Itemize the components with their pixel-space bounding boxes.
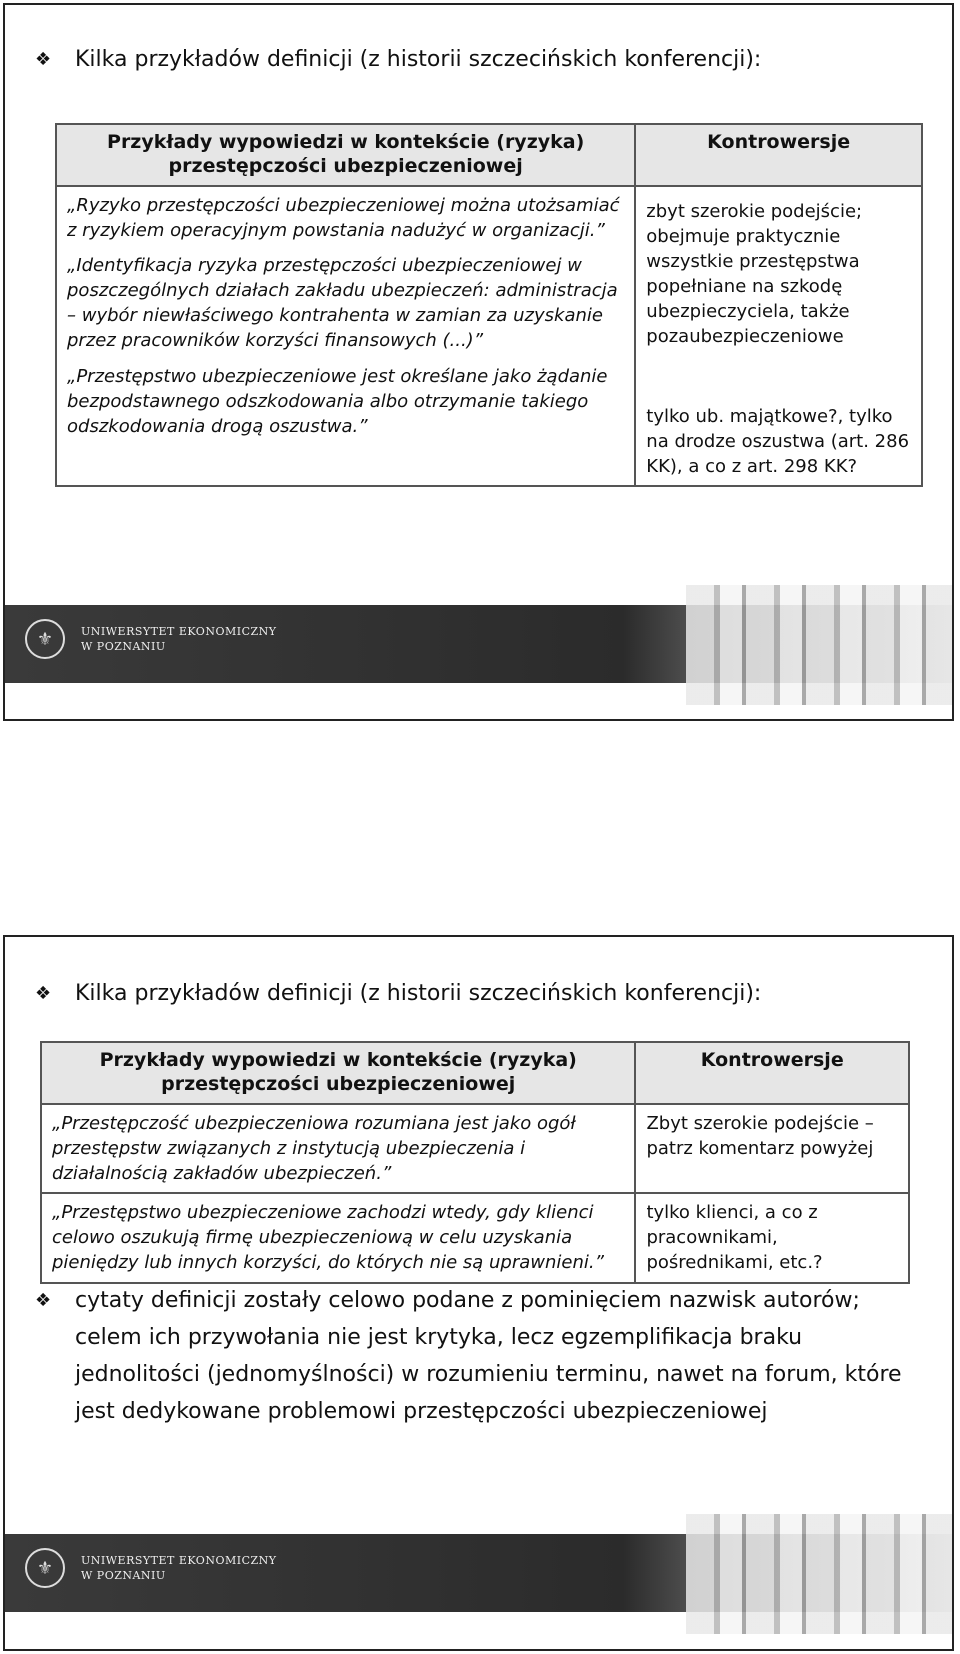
definitions-table-2 (40, 1041, 910, 1284)
university-name (81, 625, 277, 655)
building-photo (686, 1514, 954, 1634)
table-2-col1-header: Przykłady wypowiedzi w kontekście (ryzyka) przestępczości ubezpieczeniowej (41, 1042, 635, 1104)
table-2-col2-header: Kontrowersje (635, 1042, 909, 1104)
slide-2-heading-text: Kilka przykładów definicji (z historii szczecińskich konferencji): (75, 981, 762, 1006)
controversy-text: Zbyt szerokie podejście –patrz komentarz powyżej (635, 1104, 909, 1194)
note-paragraph (35, 1282, 915, 1430)
controversy-text: zbyt szerokie podejście; obejmuje praktycznie wszystkie przestępstwa popełniane na szkodę ubezpieczyciela, także pozaubezpieczeniowe (646, 200, 863, 348)
university-name-line1: UNIWERSYTET EKONOMICZNY (81, 625, 277, 638)
slide-2 (3, 935, 954, 1651)
university-name-line2: W POZNANIU (81, 639, 166, 653)
university-seal-icon: ⚜ (25, 619, 65, 659)
table-1-controversies-cell (635, 186, 922, 487)
diamond-bullet-icon: ❖ (35, 1290, 52, 1311)
university-name-line2: W POZNANIU (81, 1568, 166, 1582)
definition-quote: „Przestępstwo ubezpieczeniowe jest określane jako żądanie bezpodstawnego odszkodowania albo otrzymanie takiego odszkodowania drogą oszustwa.” (67, 365, 608, 437)
definitions-table-1 (55, 123, 923, 487)
diamond-bullet-icon: ❖ (35, 49, 52, 70)
diamond-bullet-icon: ❖ (35, 983, 52, 1004)
table-1-col2-header: Kontrowersje (635, 124, 922, 186)
slide-2-heading (35, 981, 761, 1006)
definition-quote: „Przestępczość ubezpieczeniowa rozumiana jest jako ogół przestępstw związanych z instytucją ubezpieczenia i działalnością zakładów ubezpieczeń.” (41, 1104, 635, 1194)
definition-quote: „Ryzyko przestępczości ubezpieczeniowej można utożsamiać z ryzykiem operacyjnym powstania nadużyć w organizacji.” (67, 194, 620, 241)
slide-1-heading (35, 47, 761, 72)
definition-quote: „Identyfikacja ryzyka przestępczości ubezpieczeniowej w poszczególnych działach zakładu ubezpieczeń: administracja – wybór niewłaściwego kontrahenta w zamian za uzyskanie przez pracowników korzyści finansowych (...)” (67, 254, 618, 352)
note-text: cytaty definicji zostały celowo podane z pominięciem nazwisk autorów; celem ich przywołania nie jest krytyka, lecz egzemplifikacja braku jednolitości (jednomyślności) w rozumieniu terminu, nawet na forum, które jest dedykowane problemowi przestępczości ubezpieczeniowej (75, 1288, 902, 1424)
slide-1-footer (5, 585, 954, 705)
table-row (41, 1193, 909, 1283)
table-row (41, 1104, 909, 1194)
definition-quote: „Przestępstwo ubezpieczeniowe zachodzi wtedy, gdy klienci celowo oszukują firmę ubezpieczeniową w celu uzyskania pieniędzy lub innych korzyści, do których nie są uprawnieni.” (41, 1193, 635, 1283)
slide-1 (3, 3, 954, 721)
controversy-text: tylko ub. majątkowe?, tylko na drodze oszustwa (art. 286 KK), a co z art. 298 KK? (646, 405, 910, 477)
controversy-text: tylko klienci, a co z pracownikami, pośrednikami, etc.? (635, 1193, 909, 1283)
slide-1-heading-text: Kilka przykładów definicji (z historii szczecińskich konferencji): (75, 47, 762, 72)
university-seal-icon: ⚜ (25, 1548, 65, 1588)
table-1-col1-header: Przykłady wypowiedzi w kontekście (ryzyka) przestępczości ubezpieczeniowej (56, 124, 635, 186)
slide-2-footer (5, 1514, 954, 1634)
building-photo (686, 585, 954, 705)
table-1-quotes-cell (56, 186, 635, 487)
university-name-line1: UNIWERSYTET EKONOMICZNY (81, 1554, 277, 1567)
university-name (81, 1554, 277, 1584)
